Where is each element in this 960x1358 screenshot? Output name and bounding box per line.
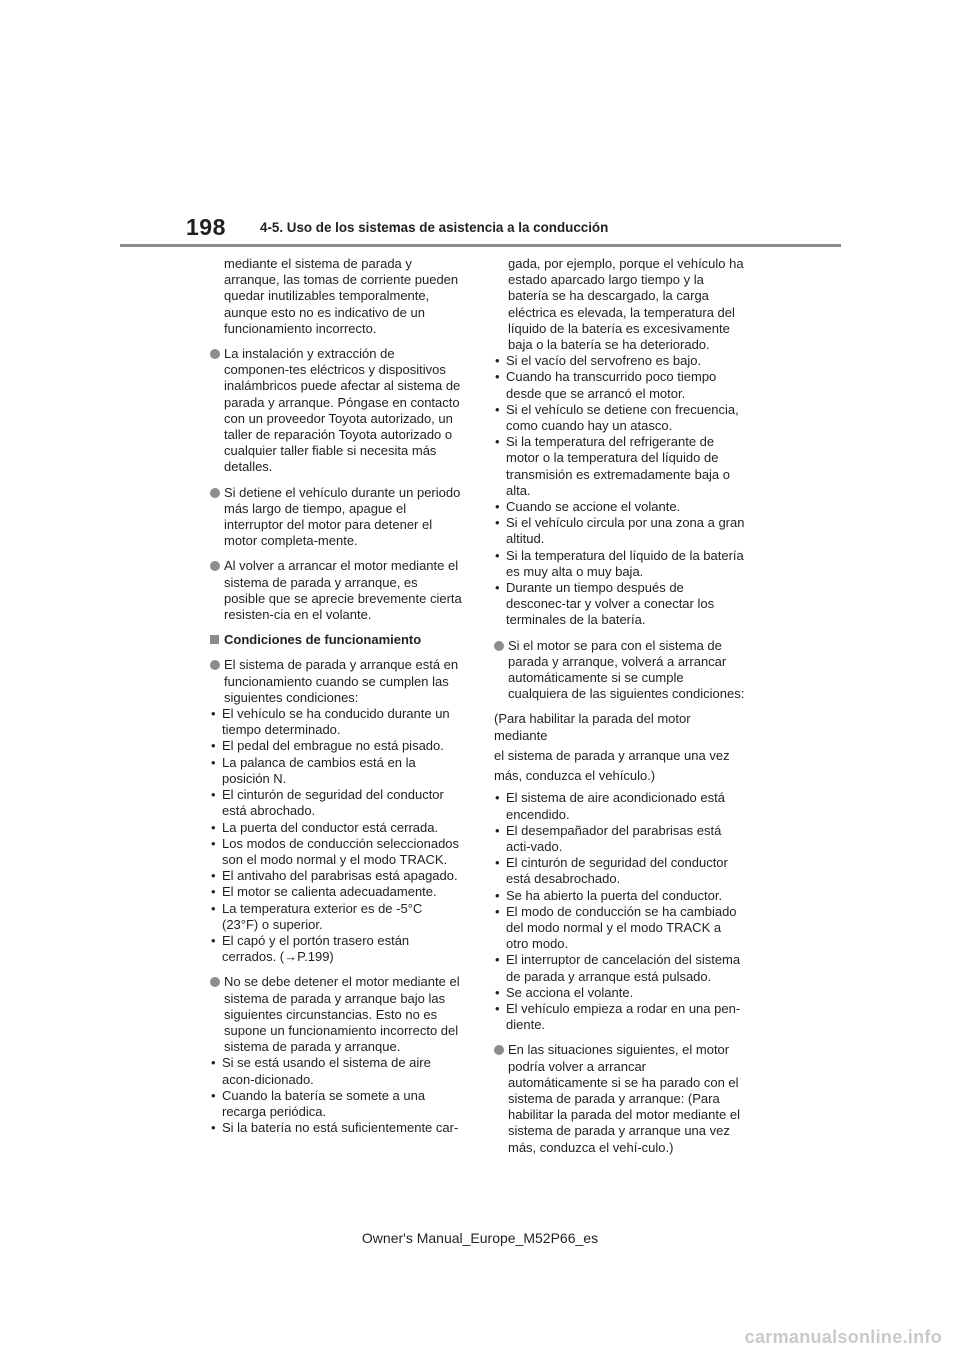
list-item: • La temperatura exterior es de -5°C (23°F) o superior. (210, 901, 462, 933)
list-item: • La puerta del conductor está cerrada. (210, 820, 462, 836)
list-item: • El modo de conducción se ha cambiado del modo normal y el modo TRACK a otro modo. (494, 904, 746, 953)
bullet-paragraph (210, 657, 462, 965)
note-line: el sistema de parada y arranque una vez (494, 747, 730, 763)
list-item: • El vehículo se ha conducido durante un tiempo determinado. (210, 706, 462, 738)
circle-bullet-icon (494, 641, 504, 651)
paragraph-continued: mediante el sistema de parada y arranque, las tomas de corriente pueden quedar inutilizables temporalmente, aunque esto no es indicativo de un funcionamiento incorrecto. (224, 256, 459, 336)
list-item: • Si el vehículo circula por una zona a gran altitud. (494, 515, 746, 547)
bullet-paragraph (494, 638, 746, 703)
list-item: • El interruptor de cancelación del sistema de parada y arranque está pulsado. (494, 952, 746, 984)
note-line: (Para habilitar la parada del motor mediante (494, 711, 691, 743)
list-item: • Durante un tiempo después de desconec-tar y volver a conectar los terminales de la batería. (494, 580, 746, 629)
condition-list (210, 1055, 462, 1136)
list-item: • Si el vacío del servofreno es bajo. (494, 353, 746, 369)
page-number: 198 (186, 214, 226, 240)
list-item: • Si se está usando el sistema de aire acon-dicionado. (210, 1055, 462, 1087)
list-item: • El desempañador del parabrisas está acti-vado. (494, 823, 746, 855)
paragraph-text: El sistema de parada y arranque está en funcionamiento cuando se cumplen las siguientes condiciones: (224, 657, 459, 705)
list-continued (494, 256, 746, 629)
list-item: • El motor se calienta adecuadamente. (210, 884, 462, 900)
page-footer: Owner's Manual_Europe_M52P66_es (361, 1230, 599, 1246)
list-item: • Cuando ha transcurrido poco tiempo desde que se arrancó el motor. (494, 369, 746, 401)
condition-list (210, 706, 462, 965)
list-item: • Los modos de conducción seleccionados son el modo normal y el modo TRACK. (210, 836, 462, 868)
page-header (0, 0, 960, 250)
left-column (210, 256, 462, 1145)
list-item: • Se ha abierto la puerta del conductor. (494, 888, 746, 904)
list-item: • Si la temperatura del líquido de la batería es muy alta o muy baja. (494, 548, 746, 580)
circle-bullet-icon (210, 977, 220, 987)
list-item: • El capó y el portón trasero están cerrados. (→P.199) (210, 933, 462, 965)
bullet-paragraph (210, 485, 462, 550)
circle-bullet-icon (210, 488, 220, 498)
list-item: • El sistema de aire acondicionado está encendido. (494, 790, 746, 822)
header-divider (120, 244, 841, 247)
list-item: • Si la batería no está suficientemente car- (210, 1120, 462, 1136)
list-item: • El cinturón de seguridad del conductor está desabrochado. (494, 855, 746, 887)
heading-text: Condiciones de funcionamiento (224, 632, 422, 648)
list-item: • El pedal del embrague no está pisado. (210, 738, 462, 754)
paragraph-text: No se debe detener el motor mediante el sistema de parada y arranque bajo las siguientes circunstancias. Esto no es supone un funcionamiento incorrecto del sistema de parada y arranque. (224, 974, 460, 1055)
circle-bullet-icon (210, 561, 220, 571)
square-bullet-icon (210, 635, 219, 644)
subsection-heading (210, 632, 462, 648)
list-item: • El vehículo empieza a rodar en una pen-diente. (494, 1001, 746, 1033)
circle-bullet-icon (210, 349, 220, 359)
list-item: • Si la temperatura del refrigerante de motor o la temperatura del líquido de transmisión es extremadamente baja o alta. (494, 434, 746, 499)
list-item: • El antivaho del parabrisas está apagado. (210, 868, 462, 884)
paragraph-text: En las situaciones siguientes, el motor podría volver a arrancar automáticamente si se ha parado con el sistema de parada y arranque: (Para habilitar la parada del motor mediante el sistema de parada y arranque una vez más, conduzca el vehí-culo.) (508, 1042, 740, 1155)
list-item: • El cinturón de seguridad del conductor está abrochado. (210, 787, 462, 819)
bullet-paragraph (210, 974, 462, 1136)
list-item: • Si el vehículo se detiene con frecuencia, como cuando hay un atasco. (494, 402, 746, 434)
circle-bullet-icon (210, 660, 220, 670)
list-item: • Cuando la batería se somete a una recarga periódica. (210, 1088, 462, 1120)
note-line: más, conduzca el vehículo.) (494, 768, 656, 784)
circle-bullet-icon (494, 1045, 504, 1055)
list-item: • La palanca de cambios está en la posición N. (210, 755, 462, 787)
bullet-paragraph (494, 1042, 746, 1155)
list-item: • Cuando se accione el volante. (494, 499, 746, 515)
section-title: 4-5. Uso de los sistemas de asistencia a la conducción (260, 220, 609, 235)
list-item: • Se acciona el volante. (494, 985, 746, 1001)
bullet-paragraph (210, 558, 462, 623)
right-column (494, 256, 746, 1165)
paragraph-text: Si el motor se para con el sistema de parada y arranque, volverá a arrancar automáticamente si se cumple cualquiera de las siguientes condiciones: (508, 637, 745, 702)
bullet-paragraph (210, 346, 462, 476)
watermark[interactable]: carmanualsonline.info (744, 1327, 942, 1347)
paragraph-text: Si detiene el vehículo durante un periodo más largo de tiempo, apague el interruptor del motor para detener el motor completa-mente. (224, 484, 461, 549)
paragraph-text: La instalación y extracción de componen-tes eléctricos y dispositivos inalámbricos puede afectar al sistema de parada y arranque. Póngase en contacto con un proveedor Toyota autorizado, un taller de reparación Toyota autorizado o cualquier taller fiable si necesita más detalles. (224, 346, 461, 475)
condition-list (494, 790, 746, 1033)
paragraph-continued: gada, por ejemplo, porque el vehículo ha estado aparcado largo tiempo y la batería se ha descargado, la carga eléctrica es elevada, la temperatura del líquido de la batería es excesivamente baja o la batería se ha deteriorado. (508, 256, 744, 353)
paragraph-text: Al volver a arrancar el motor mediante el sistema de parada y arranque, es posible que se aprecie brevemente cierta resisten-cia en el volante. (224, 558, 462, 623)
